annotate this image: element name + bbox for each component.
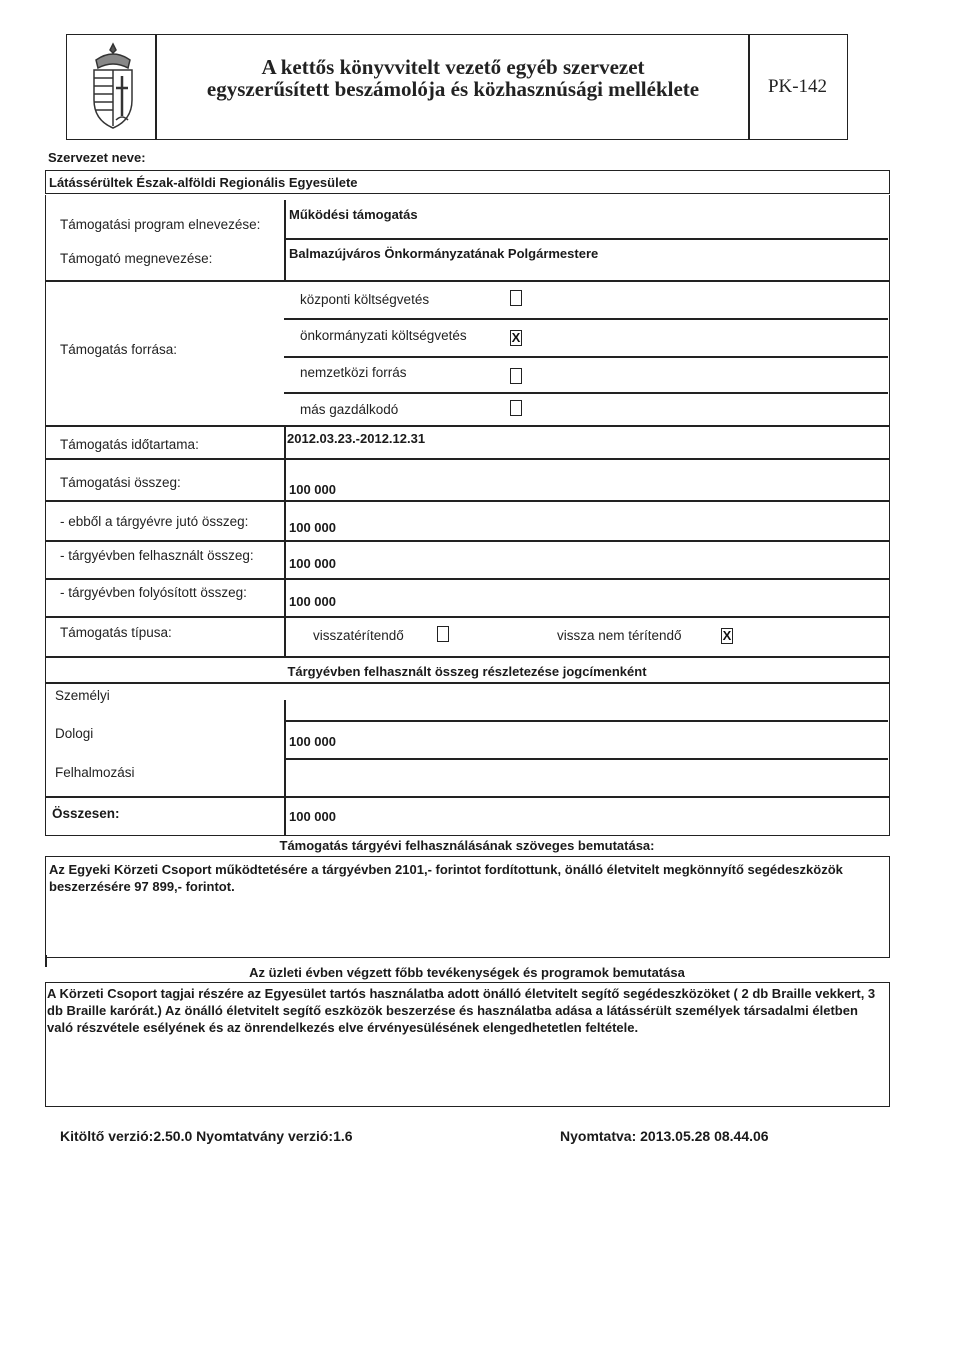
form-code: PK-142 bbox=[767, 76, 828, 97]
used-amount-value: 100 000 bbox=[289, 556, 336, 571]
paid-amount-value: 100 000 bbox=[289, 594, 336, 609]
breakdown-total-label: Összesen: bbox=[52, 806, 120, 821]
year-amount-label: - ebből a tárgyévre jutó összeg: bbox=[60, 514, 249, 529]
checkbox-municipal[interactable]: X bbox=[511, 330, 521, 345]
nonrefundable-label: vissza nem térítendő bbox=[557, 628, 682, 643]
source-option-other: más gazdálkodó bbox=[300, 402, 399, 417]
program-name-label: Támogatási program elnevezése: bbox=[60, 217, 261, 232]
activities-title: Az üzleti évben végzett főbb tevékenységek és programok bemutatása bbox=[249, 965, 685, 980]
coat-of-arms-icon bbox=[82, 40, 144, 132]
footer-version: Kitöltő verzió:2.50.0 Nyomtatvány verzió:1.6 bbox=[60, 1128, 353, 1144]
program-name-value: Működési támogatás bbox=[289, 207, 418, 222]
footer-printed: Nyomtatva: 2013.05.28 08.44.06 bbox=[560, 1128, 769, 1144]
source-option-international: nemzetközi forrás bbox=[300, 365, 407, 380]
checkbox-other[interactable] bbox=[510, 400, 522, 416]
source-label: Támogatás forrása: bbox=[60, 342, 178, 357]
usage-text: Az Egyeki Körzeti Csoport működtetésére a tárgyévben 2101,- forintot fordítottunk, önálló életvitelt megkönnyítő segédeszközök beszerzésére 97 899,- forintot. bbox=[49, 862, 843, 894]
form-title-line2: egyszerűsített beszámolója és közhasznúsági melléklete bbox=[206, 77, 700, 101]
breakdown-title: Tárgyévben felhasznált összeg részletezése jogcímenként bbox=[287, 664, 647, 679]
material-value: 100 000 bbox=[289, 734, 336, 749]
duration-value: 2012.03.23.-2012.12.31 bbox=[287, 431, 426, 446]
checkbox-international[interactable] bbox=[510, 368, 522, 384]
organization-label: Szervezet neve: bbox=[48, 150, 146, 165]
support-type-label: Támogatás típusa: bbox=[60, 625, 172, 640]
checkbox-central[interactable] bbox=[510, 290, 522, 306]
activities-text: A Körzeti Csoport tagjai részére az Egyesület tartós használatba adott önálló életvitelt segítő segédeszközöket ( 2 db Braille vekkert, 3 db Braille karórát.) Az önálló életvitelt segítő eszközök beszerzése és használatba adása a látássérült személyek társadalmi életben való részvétele esélyének és az önrendelkezés elve érvényesülésének elengedhetetlen feltétele. bbox=[47, 986, 876, 1035]
used-amount-label: - tárgyévben felhasznált összeg: bbox=[60, 548, 254, 563]
organization-name: Látássérültek Észak-alföldi Regionális Egyesülete bbox=[49, 175, 358, 190]
total-amount-value: 100 000 bbox=[289, 482, 336, 497]
source-option-central: központi költségvetés bbox=[300, 292, 430, 307]
checkbox-refundable[interactable] bbox=[437, 626, 449, 642]
investment-label: Felhalmozási bbox=[55, 765, 135, 780]
breakdown-total-value: 100 000 bbox=[289, 809, 336, 824]
total-amount-label: Támogatási összeg: bbox=[60, 475, 181, 490]
year-amount-value: 100 000 bbox=[289, 520, 336, 535]
usage-title: Támogatás tárgyévi felhasználásának szöveges bemutatása: bbox=[279, 838, 655, 853]
donor-label: Támogató megnevezése: bbox=[60, 251, 213, 266]
checkbox-nonrefundable[interactable]: X bbox=[722, 628, 732, 643]
duration-label: Támogatás időtartama: bbox=[60, 437, 199, 452]
material-label: Dologi bbox=[55, 726, 94, 741]
form-title-line1: A kettős könyvvitelt vezető egyéb szervezet bbox=[261, 55, 645, 79]
donor-value: Balmazújváros Önkormányzatának Polgármestere bbox=[289, 246, 599, 261]
personal-label: Személyi bbox=[55, 688, 110, 703]
refundable-label: visszatérítendő bbox=[313, 628, 404, 643]
paid-amount-label: - tárgyévben folyósított összeg: bbox=[60, 585, 247, 600]
source-option-municipal: önkormányzati költségvetés bbox=[300, 328, 467, 343]
